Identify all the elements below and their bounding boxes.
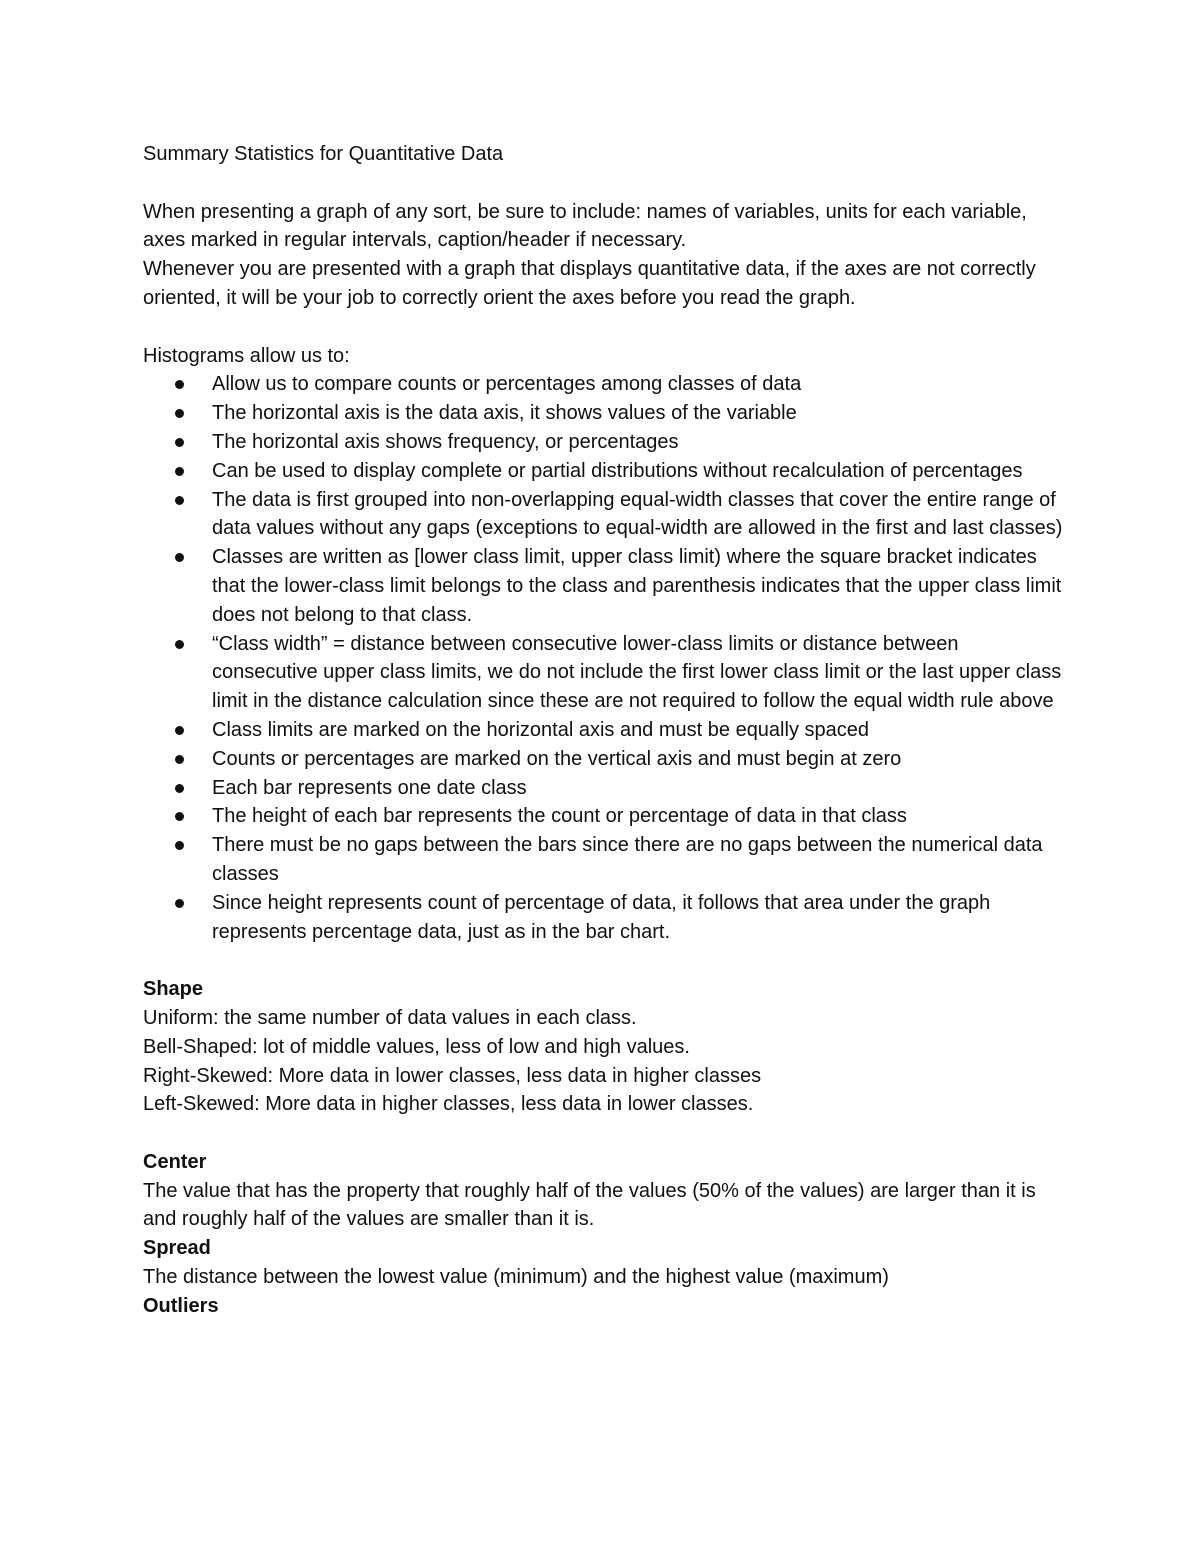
- shape-line-bell: Bell-Shaped: lot of middle values, less of low and high values.: [143, 1035, 690, 1058]
- intro-paragraph-1: When presenting a graph of any sort, be sure to include: names of variables, units for each variable, axes marked in regular intervals, caption/header if necessary.: [143, 200, 1027, 252]
- outliers-heading: Outliers: [143, 1294, 219, 1317]
- bullet-icon: [175, 380, 184, 389]
- spread-text: The distance between the lowest value (minimum) and the highest value (maximum): [143, 1266, 889, 1289]
- list-item: Can be used to display complete or partial distributions without recalculation of percentages: [143, 457, 1063, 486]
- bullet-icon: [175, 553, 184, 562]
- list-item: The data is first grouped into non-overlapping equal-width classes that cover the entire range of data values without any gaps (exceptions to equal-width are allowed in the first and last classes): [143, 486, 1063, 544]
- bullet-icon: [175, 812, 184, 821]
- center-text: The value that has the property that roughly half of the values (50% of the values) are larger than it is and roughly half of the values are smaller than it is.: [143, 1179, 1036, 1231]
- bullet-icon: [175, 841, 184, 850]
- histograms-bullet-list: [143, 370, 1063, 946]
- bullet-icon: [175, 438, 184, 447]
- list-item: Class limits are marked on the horizontal axis and must be equally spaced: [143, 716, 1063, 745]
- spacer: [143, 1119, 1063, 1148]
- spacer: [143, 169, 1063, 198]
- document-page: [143, 140, 1063, 1321]
- bullet-icon: [175, 640, 184, 649]
- bullet-icon: [175, 755, 184, 764]
- spacer: [143, 313, 1063, 342]
- list-item: Counts or percentages are marked on the vertical axis and must begin at zero: [143, 745, 1063, 774]
- bullet-icon: [175, 409, 184, 418]
- list-item: The horizontal axis is the data axis, it shows values of the variable: [143, 399, 1063, 428]
- list-item: Allow us to compare counts or percentages among classes of data: [143, 370, 1063, 399]
- list-item: Since height represents count of percentage of data, it follows that area under the graph represents percentage data, just as in the bar chart.: [143, 889, 1063, 947]
- histograms-heading: Histograms allow us to:: [143, 344, 350, 367]
- document-title: Summary Statistics for Quantitative Data: [143, 143, 504, 165]
- shape-heading: Shape: [143, 978, 204, 1001]
- bullet-icon: [175, 784, 184, 793]
- bullet-icon: [175, 496, 184, 505]
- list-item: The height of each bar represents the count or percentage of data in that class: [143, 802, 1063, 831]
- bullet-icon: [175, 726, 184, 735]
- center-heading: Center: [143, 1150, 207, 1173]
- bullet-icon: [175, 467, 184, 476]
- list-item: “Class width” = distance between consecutive lower-class limits or distance between consecutive upper class limits, we do not include the first lower class limit or the last upper class limit in the distance calculation since these are not required to follow the equal width rule above: [143, 630, 1063, 716]
- shape-line-right-skewed: Right-Skewed: More data in lower classes, less data in higher classes: [143, 1064, 762, 1087]
- shape-line-left-skewed: Left-Skewed: More data in higher classes, less data in lower classes.: [143, 1093, 754, 1116]
- list-item: There must be no gaps between the bars since there are no gaps between the numerical data classes: [143, 831, 1063, 889]
- list-item: Classes are written as [lower class limit, upper class limit) where the square bracket indicates that the lower-class limit belongs to the class and parenthesis indicates that the upper class limit does not belong to that class.: [143, 543, 1063, 629]
- spread-heading: Spread: [143, 1237, 211, 1260]
- bullet-icon: [175, 899, 184, 908]
- shape-line-uniform: Uniform: the same number of data values in each class.: [143, 1006, 637, 1029]
- list-item: Each bar represents one date class: [143, 774, 1063, 803]
- spacer: [143, 946, 1063, 975]
- list-item: The horizontal axis shows frequency, or percentages: [143, 428, 1063, 457]
- intro-paragraph-2: Whenever you are presented with a graph that displays quantitative data, if the axes are not correctly oriented, it will be your job to correctly orient the axes before you read the graph.: [143, 258, 1036, 309]
